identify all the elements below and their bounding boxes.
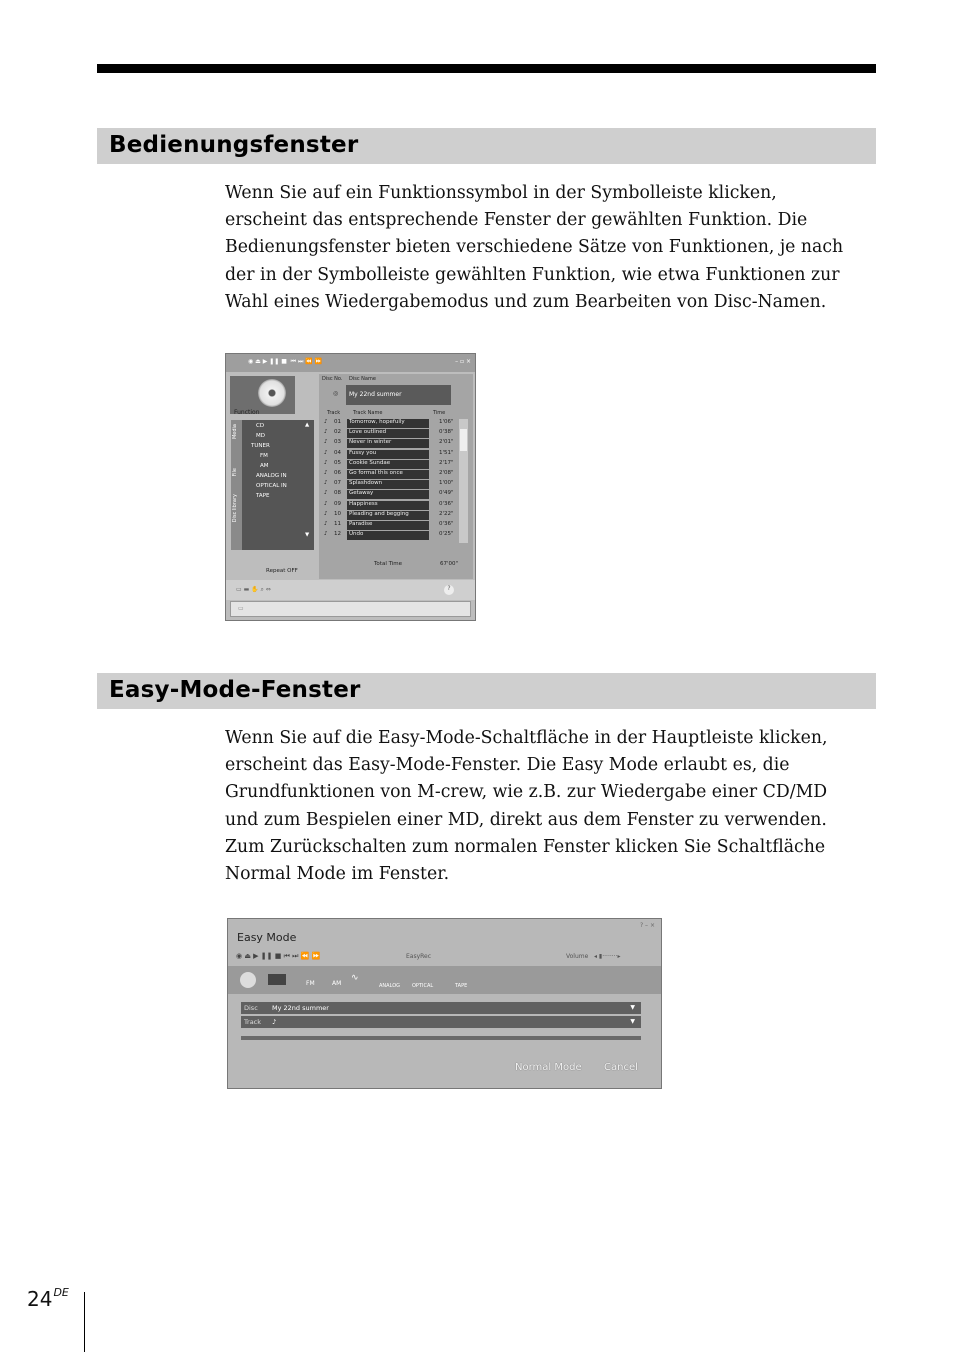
- md-source-icon[interactable]: [268, 974, 286, 985]
- cancel-button[interactable]: Cancel: [604, 1062, 638, 1073]
- track-time: 0'49": [439, 490, 454, 497]
- page-language-suffix: DE: [53, 1286, 69, 1299]
- track-time: 1'51": [439, 449, 454, 456]
- track-number: 05: [334, 459, 341, 466]
- track-number: 10: [334, 510, 341, 517]
- text-line: der in der Symbolleiste gewählten Funktion, wie etwa Funktionen zur: [225, 264, 840, 285]
- cd-source-icon[interactable]: [240, 972, 256, 988]
- tab-file[interactable]: File: [232, 468, 238, 477]
- track-time: 2'01": [439, 439, 454, 446]
- track-name[interactable]: Happiness: [347, 501, 429, 510]
- time-header: Time: [433, 410, 446, 416]
- total-time-label: Total Time: [374, 561, 403, 567]
- track-header: Track: [327, 410, 341, 416]
- function-item-fm[interactable]: FM: [260, 453, 268, 459]
- text-line: Grundfunktionen von M-crew, wie z.B. zur Wiedergabe einer CD/MD: [225, 782, 828, 803]
- section-1-paragraph: [225, 180, 875, 316]
- track-number: 06: [334, 470, 341, 476]
- text-line: Wenn Sie auf die Easy-Mode-Schaltfläche in der Hauptleiste klicken,: [225, 728, 828, 748]
- track-row[interactable]: [322, 521, 470, 530]
- progress-bar: [241, 1036, 641, 1040]
- track-rows: [322, 419, 470, 549]
- track-row[interactable]: [322, 501, 470, 510]
- transport-controls-icon: ◉ ⏏ ▶ ❚❚ ■ ⏮ ⏭ ⏪ ⏩: [248, 358, 323, 365]
- track-name[interactable]: Getaway: [347, 490, 429, 499]
- track-scrollbar[interactable]: [459, 419, 468, 543]
- source-row: [228, 966, 661, 994]
- note-icon: ♪: [324, 419, 328, 425]
- track-time: 0'38": [439, 429, 454, 436]
- track-row[interactable]: [322, 460, 470, 469]
- track-row[interactable]: [322, 450, 470, 459]
- text-line: Wahl eines Wiedergabemodus und zum Bearbeiten von Disc-Namen.: [225, 291, 827, 312]
- note-icon: ♪: [324, 449, 328, 456]
- function-item-analog-in[interactable]: ANALOG IN: [256, 473, 287, 479]
- track-name[interactable]: Go formal this once: [347, 470, 429, 479]
- waveform-icon[interactable]: ∿: [351, 973, 359, 983]
- note-icon: ♪: [324, 439, 328, 446]
- text-line: Wenn Sie auf ein Funktionssymbol in der Symbolleiste klicken,: [225, 183, 777, 203]
- function-item-tape[interactable]: TAPE: [256, 493, 270, 499]
- normal-mode-button[interactable]: Normal Mode: [515, 1062, 582, 1073]
- chevron-down-icon[interactable]: ▼: [630, 1018, 635, 1025]
- source-fm[interactable]: FM: [306, 980, 315, 987]
- function-window-screenshot: [225, 353, 476, 621]
- track-name[interactable]: Paradise: [347, 521, 429, 530]
- track-number: 11: [334, 521, 341, 527]
- section-heading-bedienungsfenster: [97, 128, 876, 164]
- transport-controls-icon[interactable]: ◉ ⏏ ▶ ❚❚ ■ ⏮ ⏭ ⏪ ⏩: [236, 952, 321, 960]
- note-icon: ♪: [324, 470, 328, 476]
- track-time: 2'17": [439, 459, 454, 466]
- track-list-panel: [319, 374, 473, 579]
- section-title: Bedienungsfenster: [109, 132, 359, 158]
- track-icon: ♪: [272, 1018, 277, 1026]
- top-rule: [97, 64, 876, 73]
- section-heading-easy-mode: [97, 673, 876, 709]
- track-row[interactable]: [322, 490, 470, 499]
- note-icon: ♪: [324, 429, 328, 436]
- window-title: Easy Mode: [237, 931, 297, 944]
- easy-rec-button[interactable]: EasyRec: [406, 953, 432, 960]
- track-time: 2'08": [439, 470, 454, 476]
- disc-no-header: Disc No.: [322, 376, 343, 382]
- disc-name-field[interactable]: [346, 385, 451, 405]
- track-number: 08: [334, 490, 341, 497]
- track-row[interactable]: [322, 429, 470, 438]
- track-name[interactable]: Undo: [347, 531, 429, 540]
- text-line: und zum Bespielen einer MD, direkt aus dem Fenster zu verwenden.: [225, 809, 827, 830]
- text-line: Normal Mode im Fenster.: [225, 864, 450, 885]
- note-icon: ♪: [324, 500, 328, 507]
- track-select[interactable]: [241, 1016, 641, 1028]
- side-tabs: [231, 420, 242, 550]
- track-name[interactable]: Tomorrow, hopefully: [347, 419, 429, 428]
- page-number: [27, 1287, 69, 1311]
- source-optical[interactable]: OPTICAL: [412, 983, 434, 989]
- track-name[interactable]: Cookie Sundae: [347, 460, 429, 469]
- window-controls-icon: – ▫ ×: [455, 358, 471, 365]
- track-row[interactable]: [322, 439, 470, 448]
- scrollbar-thumb[interactable]: [460, 429, 467, 451]
- track-time: 0'25": [439, 531, 454, 538]
- note-icon: ♪: [324, 459, 328, 466]
- note-icon: ♪: [324, 490, 328, 497]
- track-row[interactable]: [322, 470, 470, 479]
- function-item-am[interactable]: AM: [260, 463, 269, 469]
- repeat-mode[interactable]: Repeat OFF: [266, 568, 298, 574]
- total-time-value: 67'00": [440, 561, 459, 567]
- track-number: 07: [334, 480, 341, 487]
- track-name[interactable]: Pleading and begging: [347, 511, 429, 520]
- function-item-cd[interactable]: CD: [256, 423, 265, 429]
- track-row[interactable]: [322, 511, 470, 520]
- source-tape[interactable]: TAPE: [455, 983, 468, 989]
- track-number: 03: [334, 439, 341, 446]
- transport-row: [236, 951, 656, 963]
- section-2-paragraph: [225, 725, 875, 888]
- cd-icon: ◎: [333, 390, 339, 397]
- text-line: erscheint das Easy-Mode-Fenster. Die Easy Mode erlaubt es, die: [225, 755, 790, 776]
- track-number: 02: [334, 429, 341, 436]
- track-number: 12: [334, 531, 341, 538]
- track-name-header: Track Name: [353, 410, 383, 416]
- easy-mode-screenshot: [227, 918, 662, 1089]
- scroll-up-icon[interactable]: ▲: [305, 422, 310, 428]
- chevron-down-icon[interactable]: ▼: [630, 1004, 635, 1011]
- track-time: 0'36": [439, 521, 454, 527]
- track-row[interactable]: [322, 419, 470, 428]
- note-icon: ♪: [324, 521, 328, 527]
- function-label: Function: [234, 409, 260, 416]
- disc-select[interactable]: [241, 1002, 641, 1014]
- track-time: 1'06": [439, 419, 454, 425]
- track-row[interactable]: [322, 531, 470, 540]
- text-line: erscheint das entsprechende Fenster der gewählten Funktion. Die: [225, 210, 808, 231]
- track-number: 04: [334, 449, 341, 456]
- track-number: 01: [334, 419, 341, 425]
- edit-tools-icon[interactable]: ▭ ▬ ✋ ⌕ ⇔: [236, 586, 271, 593]
- bottom-toolbar: [226, 580, 475, 600]
- help-icon[interactable]: ?: [444, 585, 454, 595]
- track-name[interactable]: Love outlined: [347, 429, 429, 438]
- page-number-rule: [84, 1292, 85, 1352]
- source-analog[interactable]: ANALOG: [379, 983, 400, 989]
- disc-label: Disc: [244, 1004, 258, 1012]
- track-time: 2'22": [439, 510, 454, 517]
- track-name[interactable]: Fussy you: [347, 450, 429, 459]
- player-toolbar: [226, 354, 475, 372]
- text-line: Zum Zurückschalten zum normalen Fenster klicken Sie Schaltfläche: [225, 836, 826, 857]
- note-icon: ♪: [324, 480, 328, 487]
- page-number-value: 24: [27, 1287, 53, 1311]
- function-item-tuner[interactable]: TUNER: [251, 443, 270, 449]
- status-bar: [230, 601, 471, 617]
- source-am[interactable]: AM: [332, 980, 342, 987]
- track-time: 0'36": [439, 500, 454, 507]
- scroll-down-icon[interactable]: ▼: [305, 532, 310, 538]
- volume-slider[interactable]: ◂ ▮········▸: [594, 953, 621, 960]
- disc-name-value: My 22nd summer: [349, 391, 402, 398]
- track-name[interactable]: Never in winter: [347, 439, 429, 448]
- track-label: Track: [244, 1018, 262, 1026]
- cd-disc-icon: [258, 379, 286, 407]
- track-time: 1'00": [439, 480, 454, 487]
- status-icon: ▭: [238, 605, 244, 612]
- volume-label: Volume: [566, 953, 589, 960]
- note-icon: ♪: [324, 531, 328, 538]
- disc-name-header: Disc Name: [349, 376, 376, 382]
- window-controls-icon[interactable]: ? – ×: [639, 922, 655, 929]
- text-line: Bedienungsfenster bieten verschiedene Sätze von Funktionen, je nach: [225, 237, 844, 258]
- track-row[interactable]: [322, 480, 470, 489]
- section-title: Easy-Mode-Fenster: [109, 677, 361, 703]
- note-icon: ♪: [324, 510, 328, 517]
- track-number: 09: [334, 500, 341, 507]
- function-list: [242, 420, 314, 550]
- tab-media[interactable]: Media: [232, 424, 238, 440]
- track-name[interactable]: Splashdown: [347, 480, 429, 489]
- function-item-md[interactable]: MD: [256, 433, 265, 439]
- tab-disc-library[interactable]: Disc library: [232, 494, 238, 523]
- function-item-optical-in[interactable]: OPTICAL IN: [256, 483, 287, 489]
- disc-value: My 22nd summer: [272, 1004, 329, 1012]
